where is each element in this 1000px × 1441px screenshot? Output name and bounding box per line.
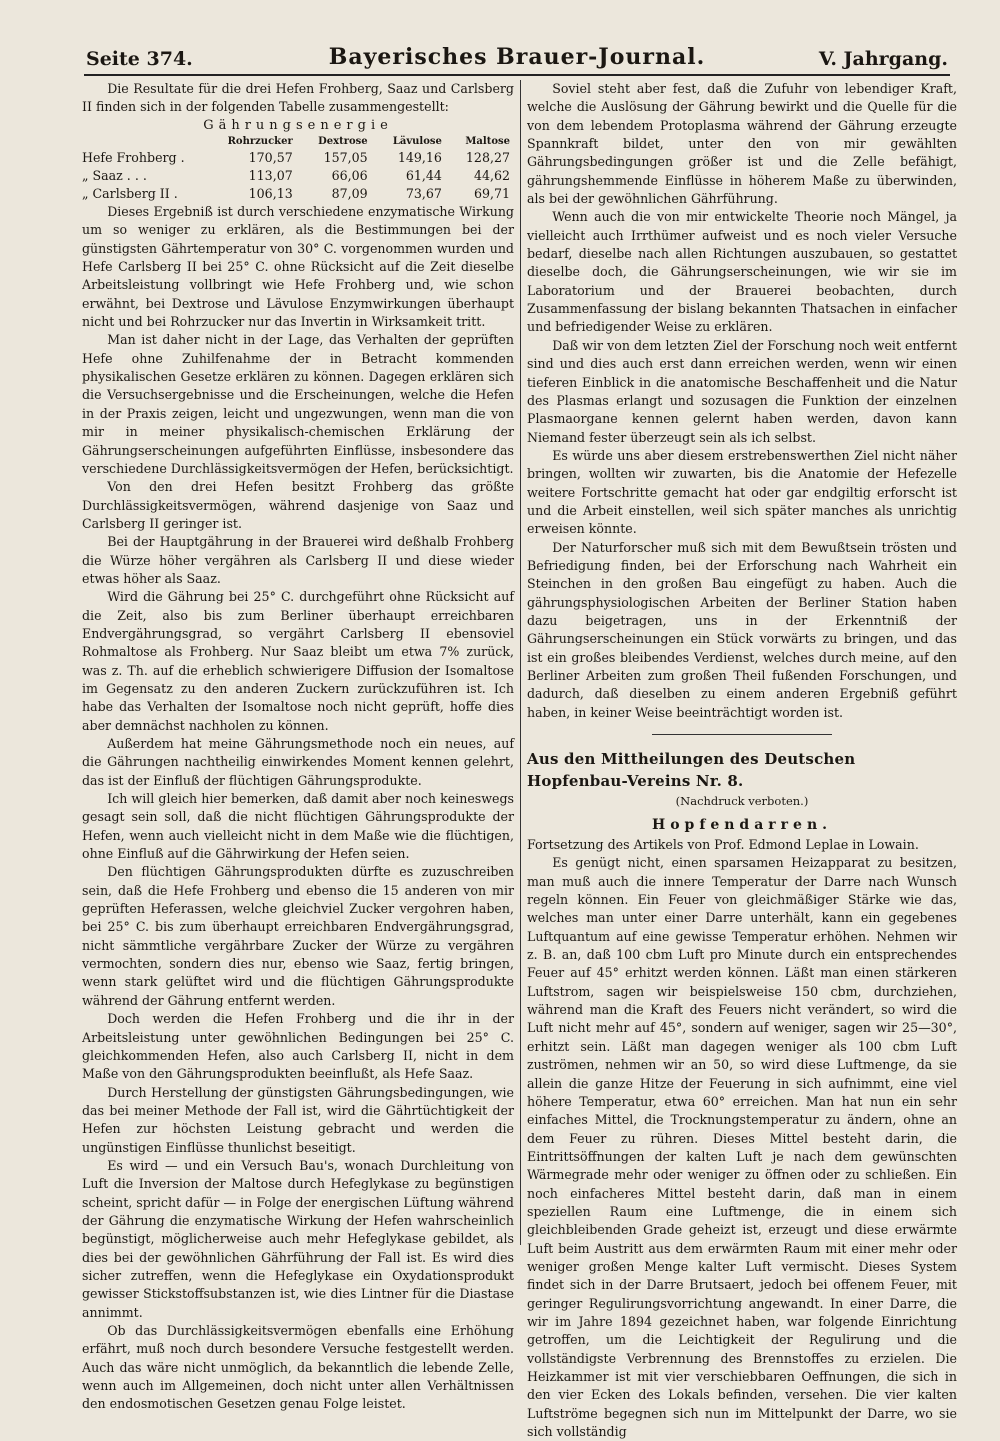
table-intro: Die Resultate für die drei Hefen Frohberg, Saaz und Carlsberg II finden sich in der folgenden Tabelle zusammengestellt: (82, 81, 514, 115)
paragraph: Bei der Hauptgährung in der Brauerei wird deßhalb Frohberg die Würze höher vergähren als Carlsberg II und diese wieder etwas höher als Saaz. (82, 534, 514, 586)
paragraph: Man ist daher nicht in der Lage, das Verhalten der geprüften Hefe ohne Zuhilfenahme der in Betracht kommenden physikalischen Gesetze erklären zu können. Dagegen erklären sich die Versuchsergebnisse und die Erscheinungen, welche die Hefen in der Praxis zeigen, leicht und ungezwungen, wenn man die von mir in meiner physikalisch-chemischen Erklärung der Gährungserscheinungen aufgeführten Einflüsse, insbesondere das verschiedene Durchlässigkeitsvermögen der Hefen, berücksichtigt. (82, 332, 514, 476)
table-cell: 106,13 (248, 186, 293, 202)
table-header-row (82, 135, 514, 149)
paragraph: Es würde uns aber diesem erstrebenswerthen Ziel nicht näher bringen, wollten wir zuwarten, bis die Anatomie der Hefezelle weitere Fortschritte gemacht hat oder gar endgiltig erforscht ist und die Arbeit einstellen, weil sich später manches als unrichtig erweisen könnte. (527, 447, 957, 537)
paragraph: Daß wir von dem letzten Ziel der Forschung noch weit entfernt sind und dies auch erst dann erreichen werden, wenn wir einen tieferen Einblick in die anatomische Beschaffenheit und die Natur des Plasmas erlangt und sozusagen die Funktion der einzelnen Plasmaorgane kennen gelernt haben werden, davon kann Niemand fester überzeugt sein als ich selbst. (527, 337, 957, 445)
paragraph: Dieses Ergebniß ist durch verschiedene enzymatische Wirkung um so weniger zu erklären, als die Bestimmungen bei der günstigsten Gährtemperatur von 30° C. vorgenommen wurden und Hefe Carlsberg II bei 25° C. ohne Rücksicht auf die Zeit dieselbe Arbeitsleistung vollbringt wie Hefe Frohberg und, wie schon erwähnt, bei Dextrose und Lävulose Enzymwirkungen überhaupt nicht und bei Rohrzucker nur das Invertin in Wirksamkeit tritt. (82, 204, 514, 330)
table-header-cell: Dextrose (318, 136, 368, 148)
volume-label: V. Jahrgang. (818, 48, 948, 70)
header-rule (84, 74, 950, 76)
paragraph: Es genügt nicht, einen sparsamen Heizapparat zu besitzen, man muß auch die innere Temperatur der Darre nach Wunsch regeln können. Ein Feuer von gleichmäßiger Stärke wie das, welches man unter einer Darre unterhält, kann ein gegebenes Luftquantum auf eine gewisse Temperatur erhöhen. Nehmen wir z. B. an, daß 100 cbm Luft pro Minute durch ein entsprechendes Feuer auf 45° erhitzt werden können. Läßt man einen stärkeren Luftstrom, sagen wir beispielsweise 150 cbm, durchziehen, während man die Kraft des Feuers nicht verändert, so wird die Luft nicht mehr auf 45°, sondern auf weniger, sagen wir 25—30°, erhitzt sein. Läßt man dagegen weniger als 100 cbm Luft zuströmen, nehmen wir an 50, so wird diese Luftmenge, da sie allein die ganze Hitze der Feuerung in sich aufnimmt, eine viel höhere Temperatur, etwa 60° erreichen. Man hat nun ein sehr einfaches Mittel, die Trocknungstemperatur zu ändern, ohne an dem Feuer zu rühren. Dieses Mittel besteht darin, die Eintrittsöffnungen der kalten Luft je nach dem gewünschten Wärmegrade mehr oder weniger zu öffnen oder zu schließen. Ein noch einfacheres Mittel besteht darin, daß man in einem speziellen Raum eine Luftmenge, die in einem sich gleichbleibenden Grade geheizt ist, erzeugt und diese erwärmte Luft beim Austritt aus dem erwärmten Raum mit einer mehr oder weniger großen Menge kalter Luft vermischt. Dieses System findet sich in der Darre Brutsaert, jedoch bei offenem Feuer, mit geringer Regulirungsvorrichtung angewandt. In einer Darre, die wir im Jahre 1894 gezeichnet haben, war folgende Einrichtung getroffen, um die Leichtigkeit der Regulirung und die vollständigste Verbrennung des Brennstoffes zu erzielen. Die Heizkammer ist mit vier verschiebbaren Oeffnungen, die sich in den vier Ecken des Lokals befinden, versehen. Die vier kalten Luftströme begegnen sich nun im Mittelpunkt der Darre, wo sie sich vollständig (527, 855, 957, 1440)
table-cell: 66,06 (331, 168, 368, 184)
left-column (82, 80, 514, 1412)
paragraph: Außerdem hat meine Gährungsmethode noch ein neues, auf die Gährungen nachtheilig einwirkendes Moment kennen gelehrt, das ist der Einfluß der flüchtigen Gährungsprodukte. (82, 736, 514, 788)
table-header-cell: Rohrzucker (227, 136, 293, 148)
table-cell: 170,57 (248, 150, 293, 166)
reprint-notice: (Nachdruck verboten.) (675, 794, 809, 809)
table-cell: 128,27 (465, 150, 510, 166)
paragraph: Der Naturforscher muß sich mit dem Bewußtsein trösten und Befriedigung finden, bei der Erforschung nach Wahrheit ein Steinchen in den großen Bau eingefügt zu haben. Auch die gährungsphysiologischen Arbeiten der Berliner Station haben dazu beigetragen, uns in der Erkenntniß der Gährungserscheinungen ein Stück vorwärts zu bringen, und das ist ein großes bleibendes Verdienst, welches durch meine, auf den Berliner Arbeiten zum großen Theil fußenden Forschungen, und dadurch, daß dieselben zu einem anderen Ergebniß geführt haben, in keiner Weise beeinträchtigt worden ist. (527, 539, 957, 720)
paragraph: Wenn auch die von mir entwickelte Theorie noch Mängel, ja vielleicht auch Irrthümer aufweist und es noch vieler Versuche bedarf, dieselbe nach allen Richtungen auszubauen, so gestattet dieselbe doch, die Gährungserscheinungen, wie wir sie im Laboratorium und der Brauerei beobachten, durch Zusammenfassung der bislang bekannten Thatsachen in einfacher und befriedigender Weise zu erklären. (527, 209, 957, 335)
table-cell: 149,16 (397, 150, 442, 166)
fermentation-table (82, 135, 514, 203)
journal-title: Bayerisches Brauer-Journal. (328, 44, 706, 70)
table-title: Gährungsenergie (203, 117, 393, 133)
paragraph: Soviel steht aber fest, daß die Zufuhr von lebendiger Kraft, welche die Auslösung der Gährung bewirkt und die Quelle für die von dem lebendem Protoplasma während der Gährung erzeugte Spannkraft bildet, unter den von mir gewählten Gährungsbedingungen größer ist und die Zelle befähigt, gährungshemmende Einflüsse in höherem Maße zu überwinden, als bei der gewöhnlichen Gährführung. (527, 81, 957, 207)
table-cell: 69,71 (473, 186, 510, 202)
section-title: Aus den Mittheilungen des Deutschen Hopfenbau-Vereins Nr. 8. (527, 750, 856, 791)
article-heading: Hopfendarren. (651, 817, 833, 834)
paragraph: Wird die Gährung bei 25° C. durchgeführt ohne Rücksicht auf die Zeit, also bis zum Berliner überhaupt erreichbaren Endvergährungsgrad, so vergährt Carlsberg II ebensoviel Rohmaltose als Frohberg. Nur Saaz bleibt um etwa 7% zurück, was z. Th. auf die erheblich schwierigere Diffusion der Isomaltose im Gegensatz zu den anderen Zuckern zurückzuführen ist. Ich habe das Verhalten der Isomaltose noch nicht geprüft, hoffe dies aber demnächst nachholen zu können. (82, 589, 514, 733)
paragraph: Ich will gleich hier bemerken, daß damit aber noch keineswegs gesagt sein soll, daß die nicht flüchtigen Gährungsprodukte der Hefen, wenn auch vielleicht nicht in dem Maße wie die flüchtigen, ohne Einfluß auf die Gährwirkung der Hefen seien. (82, 791, 514, 862)
table-row (82, 167, 514, 185)
table-cell: 73,67 (405, 186, 442, 202)
table-cell: 61,44 (405, 168, 442, 184)
table-row (82, 149, 514, 167)
table-cell: 113,07 (248, 168, 293, 184)
yeast-name: „ Carlsberg II . (82, 186, 178, 202)
paragraph: Es wird — und ein Versuch Bau's, wonach Durchleitung von Luft die Inversion der Maltose durch Hefeglykase zu begünstigen scheint, spricht dafür — in Folge der energischen Lüftung während der Gährung die enzymatische Wirkung der Hefen wahrscheinlich begünstigt, möglicherweise auch mehr Hefeglykase gebildet, als dies bei der gewöhnlichen Gährführung der Fall ist. Es wird dies sicher zutreffen, wenn die Hefeglykase ein Oxydationsprodukt gewisser Stickstoffsubstanzen ist, wie dies Lintner für die Diastase annimmt. (82, 1157, 514, 1320)
table-header-cell: Maltose (465, 136, 510, 148)
table-row (82, 185, 514, 203)
article-byline: Fortsetzung des Artikels von Prof. Edmond Leplae in Lowain. (527, 837, 919, 853)
right-column (527, 80, 957, 1440)
page-header (86, 44, 948, 76)
section-divider (652, 734, 832, 735)
paragraph: Durch Herstellung der günstigsten Gährungsbedingungen, wie das bei meiner Methode der Fall ist, wird die Gährtüchtigkeit der Hefen zur höchsten Leistung gebracht und werden die ungünstigen Einflüsse thunlichst beseitigt. (82, 1084, 514, 1155)
yeast-name: „ Saaz . . . (82, 168, 147, 184)
table-cell: 87,09 (331, 186, 368, 202)
paragraph: Den flüchtigen Gährungsprodukten dürfte es zuzuschreiben sein, daß die Hefe Frohberg und ebenso die 15 anderen von mir geprüften Heferassen, welche gleichviel Zucker vergohren haben, bei 25° C. bis zum überhaupt erreichbaren Endvergährungsgrad, nicht sämmtliche vergährbare Zucker der Würze zu vergähren vermochten, sondern dies nur, ebenso wie Saaz, fertig bringen, wenn stark gelüftet wird und die flüchtigen Gährungsprodukte während der Gährung entfernt werden. (82, 864, 514, 1008)
page-number: Seite 374. (86, 48, 193, 70)
column-divider (520, 80, 521, 1245)
paragraph: Ob das Durchlässigkeitsvermögen ebenfalls eine Erhöhung erfährt, muß noch durch besondere Versuche festgestellt werden. Auch das wäre nicht unmöglich, da bekanntlich die lebende Zelle, wenn auch im Allgemeinen, doch nicht unter allen Verhältnissen den endosmotischen Gesetzen genau Folge leistet. (82, 1323, 514, 1412)
paragraph: Doch werden die Hefen Frohberg und die ihr in der Arbeitsleistung unter gewöhnlichen Bedingungen bei 25° C. gleichkommenden Hefen, also auch Carlsberg II, nicht in dem Maße von den Gährungsprodukten beeinflußt, als Hefe Saaz. (82, 1011, 514, 1082)
table-cell: 44,62 (473, 168, 510, 184)
table-cell: 157,05 (323, 150, 368, 166)
table-header-cell (82, 135, 200, 149)
table-header-cell: Lävulose (392, 136, 442, 148)
yeast-name: Hefe Frohberg . (82, 150, 185, 166)
paragraph: Von den drei Hefen besitzt Frohberg das größte Durchlässigkeitsvermögen, während dasjenige von Saaz und Carlsberg II geringer ist. (82, 479, 514, 531)
